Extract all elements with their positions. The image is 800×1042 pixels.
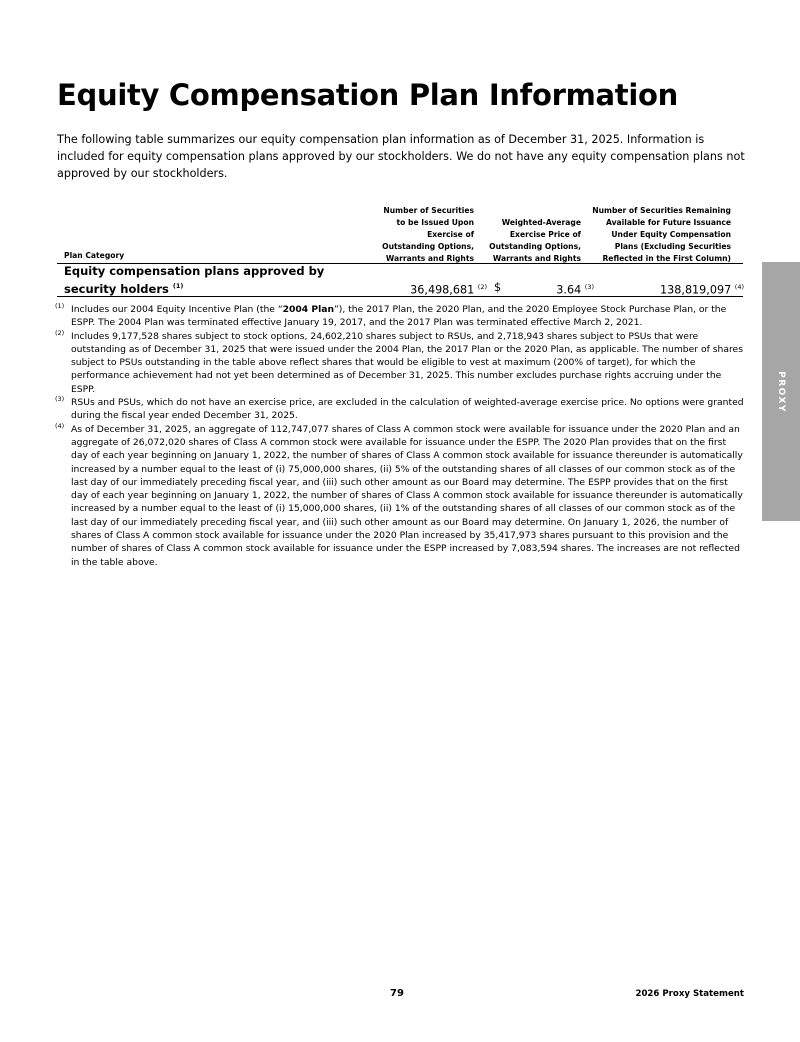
footnote-4-text: As of December 31, 2025, an aggregate of 112,747,077 shares of Class A common stock were available for issuance under the 2020 Plan and an aggregate of 26,072,020 shares of Class A common stock were available for issuance under the ESPP. The 2020 Plan provides that on the first day of each year beginning on January 1, 2022, the number of shares of Class A common stock available for issuance thereunder is automatically increased by a number equal to the least of (i) 75,000,000 shares, (ii) 5% of the outstanding shares of all classes of our common stock as of the last day of our immediately preceding fiscal year, and (iii) such other amount as our Board may determine. The ESPP provides that on the first day of each year beginning on January 1, 2022, the number of shares of Class A common stock available for issuance thereunder is automatically increased by a number equal to the least of (i) 15,000,000 shares, (ii) 1% of the outstanding shares of all classes of our common stock as of the last day of our immediately preceding fiscal year, and (iii) such other amount as our Board may determine. On January 1, 2026, the number of shares of Class A common stock available for issuance under the 2020 Plan increased by 35,417,973 shares pursuant to this provision and the number of shares of Class A common stock available for issuance under the ESPP increased by 7,083,594 shares. The increases are not reflected in the table above.: [71, 423, 743, 568]
footnote-1-defined-term: 2004 Plan: [282, 304, 335, 315]
page-number: 79: [390, 988, 404, 999]
cell-securities-remaining-note: (4): [734, 283, 744, 291]
header-plan-category: Plan Category: [64, 251, 125, 260]
header-securities-remaining: Number of Securities Remaining Available for Future Issuance Under Equity Compensation Plans (Excluding Securities Reflected in the First Column): [592, 206, 731, 263]
footnote-1: [55, 303, 745, 330]
cell-currency-symbol: $: [494, 281, 502, 294]
row-label-approved-plans: [64, 264, 354, 297]
footnote-1-text-end: ”), the 2017 Plan, the 2020 Plan, and the 2020 Employee Stock Purchase Plan, or the ESPP. The 2004 Plan was terminated effective January 19, 2017, and the 2017 Plan was terminated effective March 2, 2021.: [71, 304, 727, 329]
header-weighted-average-price: Weighted-Average Exercise Price of Outstanding Options, Warrants and Rights: [489, 218, 581, 263]
footnote-1-number: (1): [55, 302, 65, 310]
cell-securities-to-be-issued-value: 36,498,681: [410, 283, 475, 297]
footnote-1-text: [71, 303, 745, 330]
cell-securities-to-be-issued-note: (2): [477, 283, 487, 291]
footnote-1-text-start: Includes our 2004 Equity Incentive Plan (the “: [71, 304, 283, 315]
footnotes: [55, 303, 745, 569]
footnote-2-text: Includes 9,177,528 shares subject to stock options, 24,602,210 shares subject to RSUs, and 2,718,943 shares subject to PSUs that were outstanding as of December 31, 2025 that were issued under the 2004 Plan, the 2017 Plan or the 2020 Plan, as applicable. The number of shares subject to PSUs outstanding in the table above reflect shares that would be eligible to vest at maximum (200% of target), for which the performance achievement had not yet been determined as of December 31, 2025. This number excludes purchase rights accruing under the ESPP.: [71, 330, 744, 395]
header-securities-to-be-issued: Number of Securities to be Issued Upon Exercise of Outstanding Options, Warrants and Rights: [382, 206, 474, 263]
footnote-2: [55, 330, 745, 396]
row-divider: [57, 296, 743, 297]
footnote-2-number: (2): [55, 328, 65, 337]
row-label-note: (1): [172, 282, 184, 290]
cell-weighted-average-price-note: (3): [584, 283, 594, 291]
side-section-tab[interactable]: [762, 262, 800, 521]
footnote-4-number: (4): [55, 421, 65, 430]
cell-weighted-average-price-value: 3.64: [556, 283, 582, 297]
footer-document-title: 2026 Proxy Statement: [635, 989, 744, 999]
footnote-4: [55, 423, 745, 569]
footnote-3: [55, 396, 745, 423]
page-title: Equity Compensation Plan Information: [57, 78, 678, 112]
side-section-tab-label: PROXY: [776, 370, 786, 413]
footnote-3-number: (3): [55, 395, 65, 404]
row-label-text: Equity compensation plans approved by security holders: [64, 264, 325, 296]
cell-securities-remaining-value: 138,819,097: [660, 283, 732, 297]
intro-paragraph: The following table summarizes our equity compensation plan information as of December 31, 2025. Information is included for equity compensation plans approved by our stockholders. We do not have any equity compensation plans not approved by our stockholders.: [57, 133, 745, 180]
footnote-3-text: RSUs and PSUs, which do not have an exercise price, are excluded in the calculation of weighted-average exercise price. No options were granted during the fiscal year ended December 31, 2025.: [71, 397, 744, 422]
